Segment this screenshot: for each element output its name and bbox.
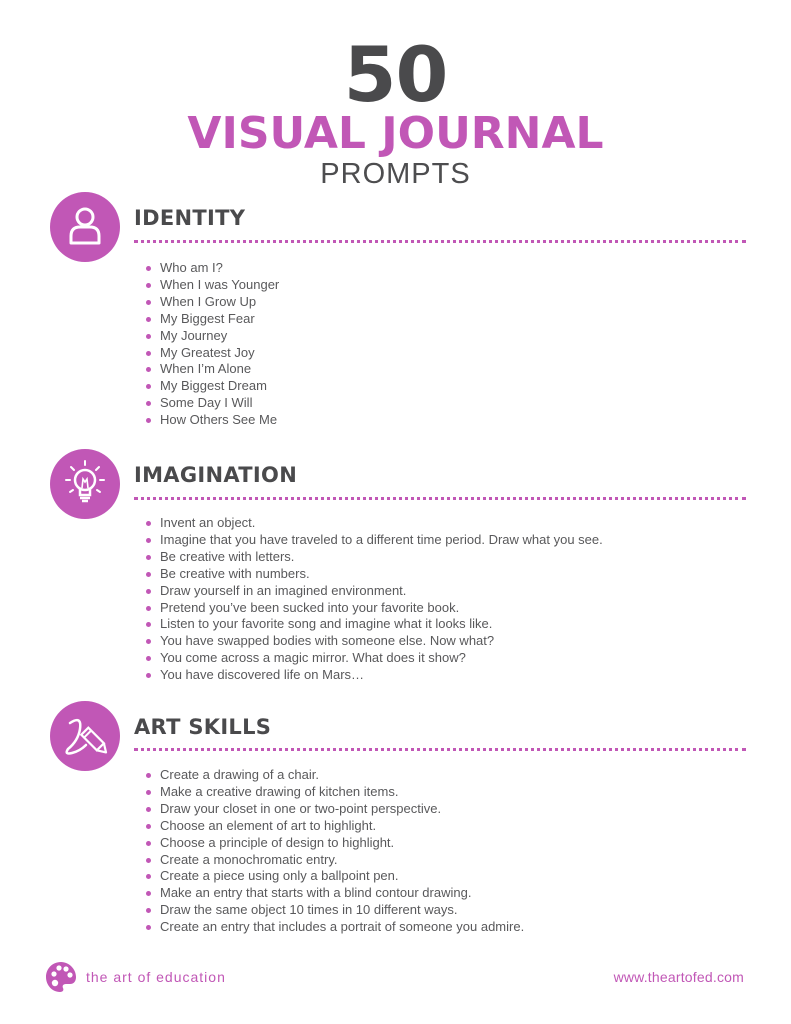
list-item: Create a drawing of a chair. bbox=[144, 767, 524, 784]
list-item: You have discovered life on Mars… bbox=[144, 667, 603, 684]
list-item: Be creative with letters. bbox=[144, 549, 603, 566]
list-item: You come across a magic mirror. What does it show? bbox=[144, 650, 603, 667]
list-item: Listen to your favorite song and imagine what it looks like. bbox=[144, 616, 603, 633]
pencil-icon bbox=[50, 701, 120, 771]
list-item: Who am I? bbox=[144, 260, 279, 277]
list-item: Draw your closet in one or two-point perspective. bbox=[144, 801, 524, 818]
list-item: Draw the same object 10 times in 10 different ways. bbox=[144, 902, 524, 919]
page-title: VISUAL JOURNAL bbox=[187, 108, 604, 159]
list-item: Draw yourself in an imagined environment. bbox=[144, 583, 603, 600]
list-item: You have swapped bodies with someone else. Now what? bbox=[144, 633, 603, 650]
section-divider bbox=[134, 748, 746, 751]
website-link[interactable]: www.theartofed.com bbox=[613, 969, 744, 985]
list-item: How Others See Me bbox=[144, 412, 279, 429]
list-item: When I’m Alone bbox=[144, 361, 279, 378]
section-divider bbox=[134, 497, 746, 500]
prompt-list bbox=[144, 515, 603, 684]
list-item: Imagine that you have traveled to a different time period. Draw what you see. bbox=[144, 532, 603, 549]
section-title: IDENTITY bbox=[134, 206, 246, 230]
list-item: Pretend you’ve been sucked into your favorite book. bbox=[144, 600, 603, 617]
prompt-list bbox=[144, 767, 524, 936]
page-subtitle: PROMPTS bbox=[320, 158, 471, 190]
list-item: Choose an element of art to highlight. bbox=[144, 818, 524, 835]
title-number: 50 bbox=[343, 30, 448, 119]
list-item: When I Grow Up bbox=[144, 294, 279, 311]
list-item: Create a monochromatic entry. bbox=[144, 852, 524, 869]
prompt-list bbox=[144, 260, 279, 429]
brand-name: the art of education bbox=[86, 969, 226, 985]
section-title: ART SKILLS bbox=[134, 715, 272, 739]
list-item: My Biggest Dream bbox=[144, 378, 279, 395]
list-item: Invent an object. bbox=[144, 515, 603, 532]
person-icon bbox=[50, 192, 120, 262]
list-item: Create a piece using only a ballpoint pen. bbox=[144, 868, 524, 885]
list-item: Create an entry that includes a portrait of someone you admire. bbox=[144, 919, 524, 936]
section-title: IMAGINATION bbox=[134, 463, 298, 487]
list-item: My Greatest Joy bbox=[144, 345, 279, 362]
palette-icon bbox=[44, 960, 78, 994]
list-item: My Journey bbox=[144, 328, 279, 345]
list-item: Be creative with numbers. bbox=[144, 566, 603, 583]
section-divider bbox=[134, 240, 746, 243]
list-item: When I was Younger bbox=[144, 277, 279, 294]
lightbulb-icon bbox=[50, 449, 120, 519]
list-item: My Biggest Fear bbox=[144, 311, 279, 328]
list-item: Make a creative drawing of kitchen items. bbox=[144, 784, 524, 801]
list-item: Choose a principle of design to highlight. bbox=[144, 835, 524, 852]
list-item: Some Day I Will bbox=[144, 395, 279, 412]
list-item: Make an entry that starts with a blind contour drawing. bbox=[144, 885, 524, 902]
